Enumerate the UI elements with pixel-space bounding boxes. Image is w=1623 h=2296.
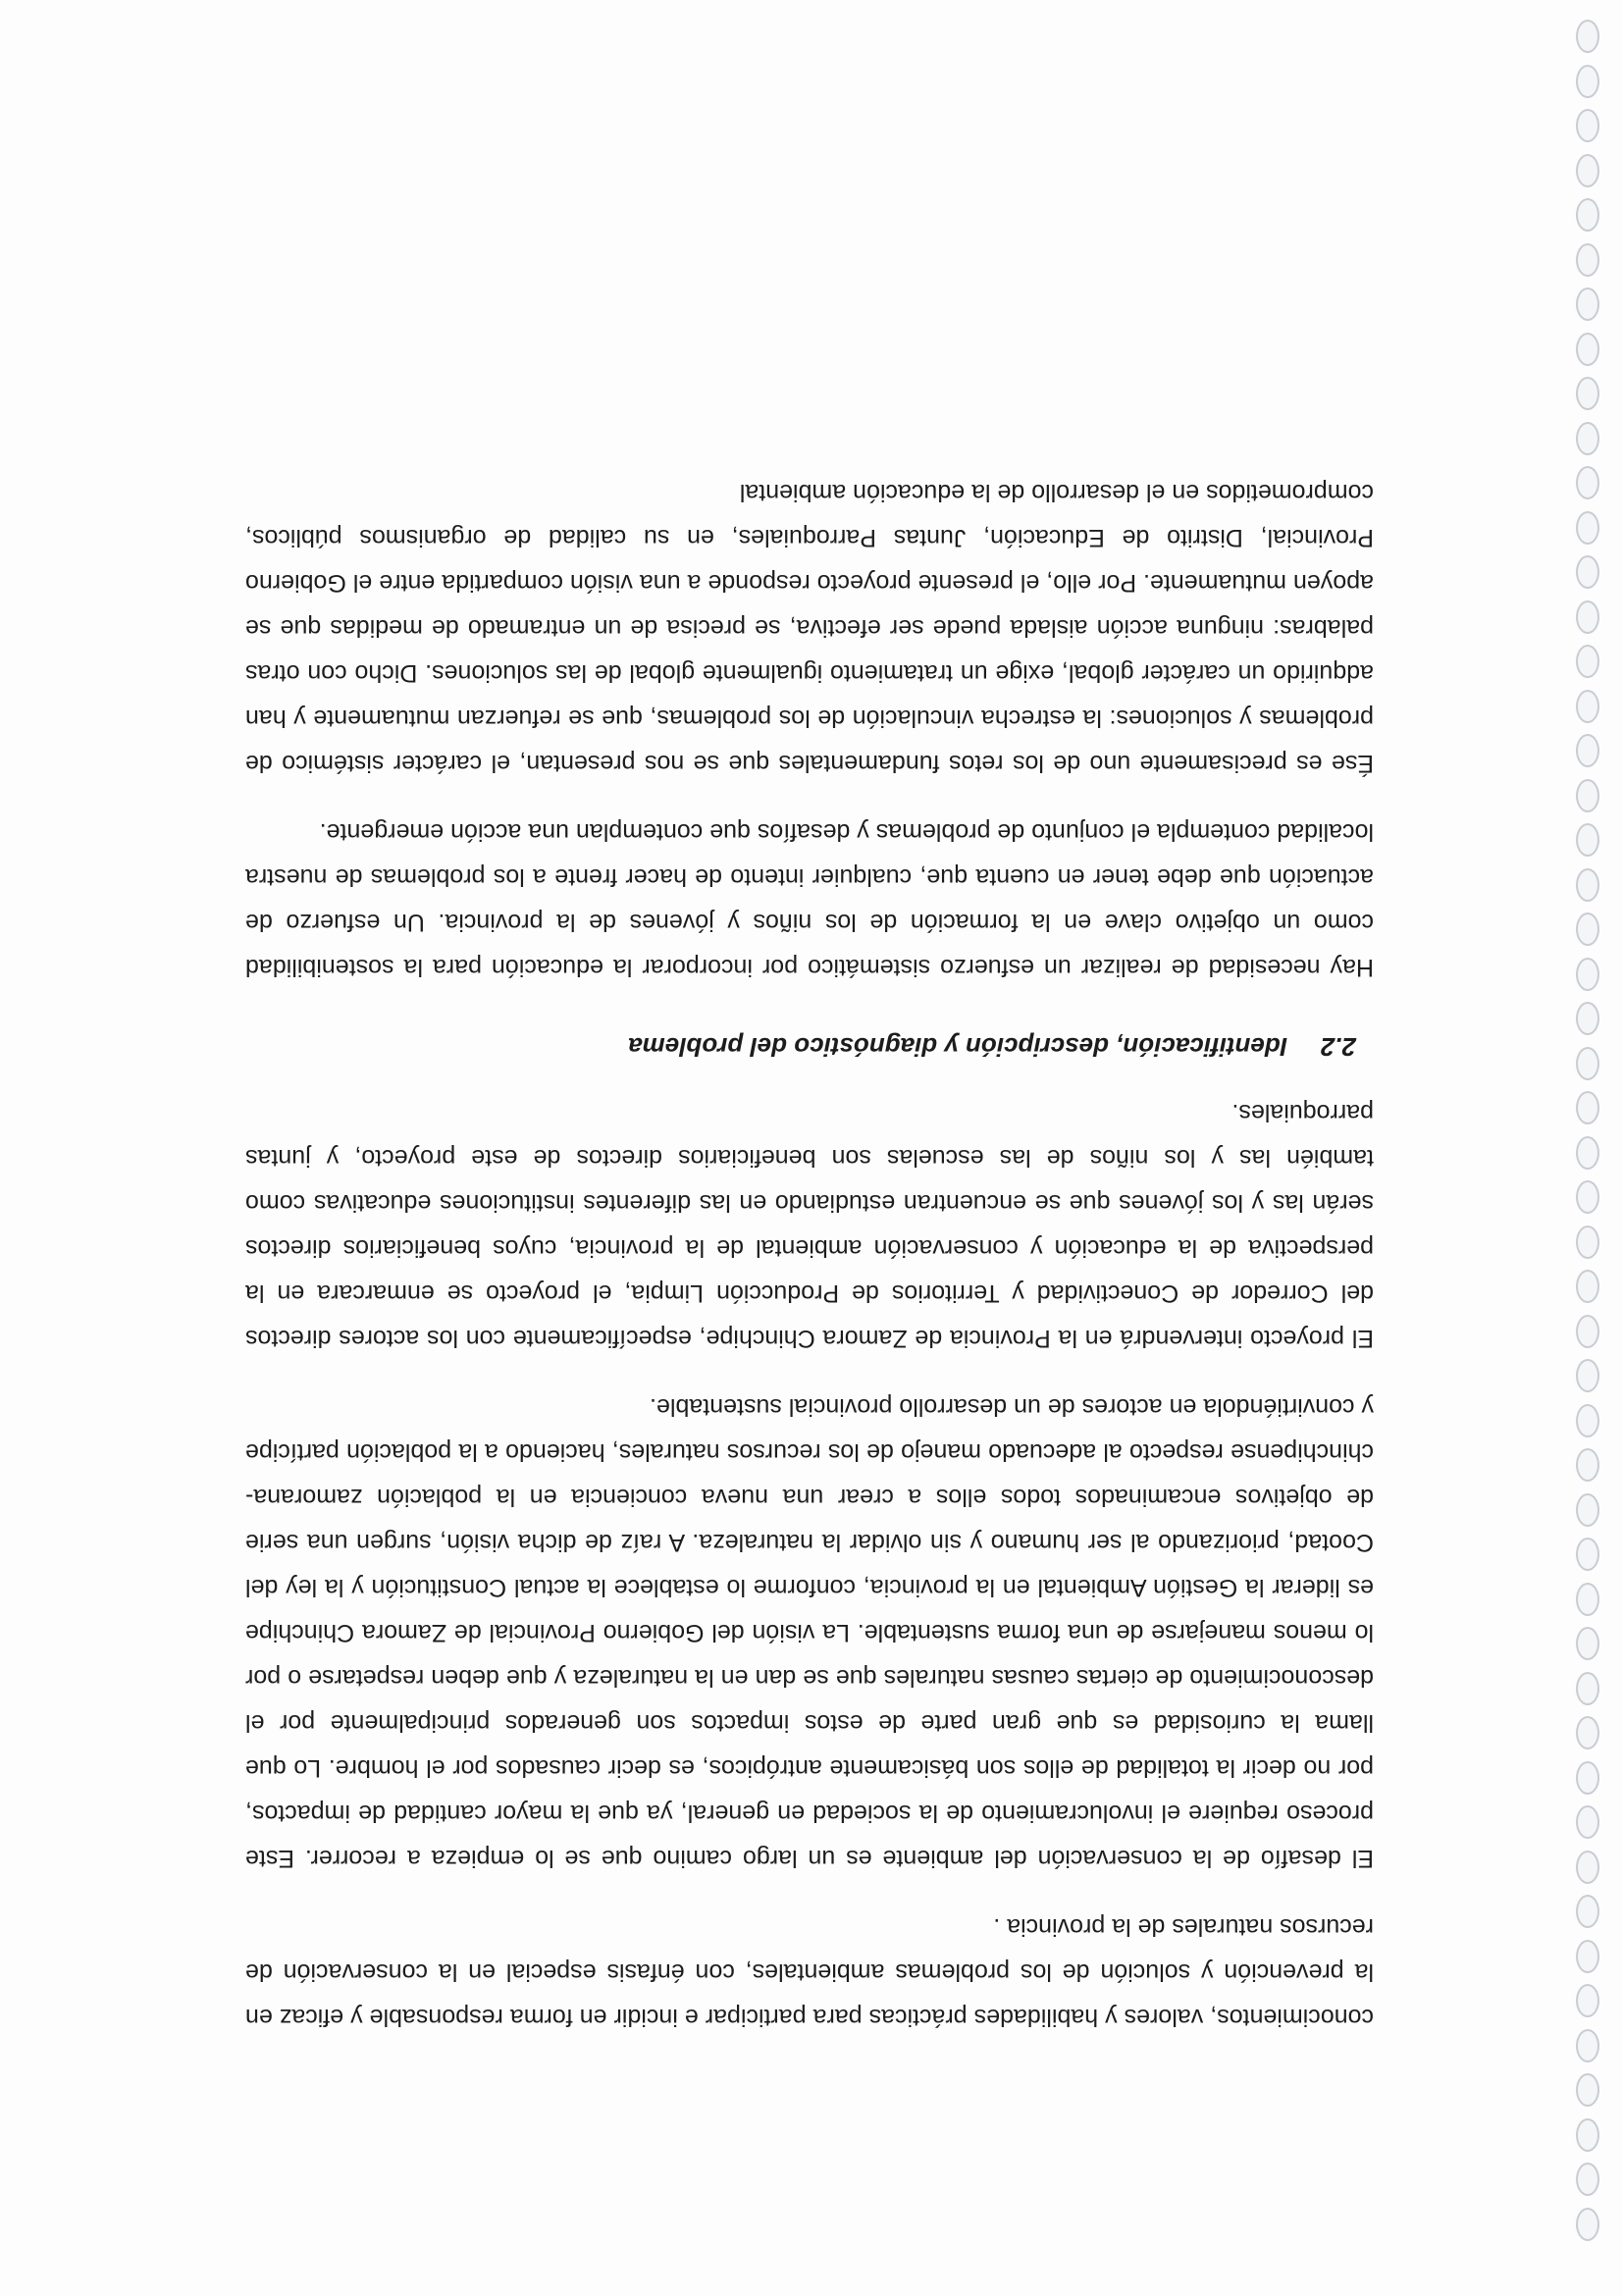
- binding-hole: [1576, 1136, 1599, 1170]
- binding-hole: [1576, 1493, 1599, 1527]
- document-body: [245, 446, 1374, 2040]
- binding-hole: [1576, 1805, 1599, 1839]
- binding-hole: [1576, 1180, 1599, 1214]
- binding-hole: [1576, 779, 1599, 812]
- binding-hole: [1576, 1091, 1599, 1124]
- binding-hole: [1576, 198, 1599, 232]
- binding-hole: [1576, 377, 1599, 410]
- binding-hole: [1576, 287, 1599, 321]
- binding-hole: [1576, 1404, 1599, 1437]
- binding-hole: [1576, 913, 1599, 946]
- binding-hole: [1576, 1270, 1599, 1303]
- binding-hole: [1576, 958, 1599, 991]
- binding-hole: [1576, 1895, 1599, 1928]
- binding-hole: [1576, 466, 1599, 499]
- binding-hole: [1576, 868, 1599, 902]
- paragraph: El desafío de la conservación del ambiente es un largo camino que se lo empieza a recorrer. Este proceso requiere el involucramiento de la sociedad en general, ya que la mayor cantidad de impactos, por no decir la totalidad de ellos son básicamente antrópicos, es decir causados por el hombre. Lo que llama la curiosidad es que gran parte de estos impactos son generados principalmente por el desconocimiento de ciertas causas naturales que se dan en la naturaleza y que deben respetarse o por lo menos manejarse de una forma sustentable. La visión del Gobierno Provincial de Zamora Chinchipe es liderar la Gestión Ambiental en la provincia, conforme lo establece la actual Constitución y la ley del Cootad, priorizando al ser humano y sin olvidar la naturaleza. A raíz de dicha visión, surgen una serie de objetivos encaminados todos ellos a crear una nueva conciencia en la población zamorana-chinchipense respecto al adecuado manejo de los recursos naturales, haciendo a la población partícipe y convirtiéndola en actores de un desarrollo provincial sustentable.: [245, 1393, 1374, 1872]
- binding-hole: [1576, 1047, 1599, 1080]
- binding-hole: [1576, 645, 1599, 678]
- binding-hole: [1576, 823, 1599, 857]
- binding-hole: [1576, 1002, 1599, 1035]
- binding-hole: [1576, 20, 1599, 53]
- paragraph: Ése es precisamente uno de los retos fundamentales que se nos presentan, el carácter sistémico de problemas y soluciones: la estrecha vinculación de los problemas, que se refuerzan mutuamente y han adquirido un carácter global, exige un tratamiento igualmente global de las soluciones. Dicho con otras palabras: ninguna acción aislada puede ser efectiva, se precisa de un entramado de medidas que se apoyen mutuamente. Por ello, el presente proyecto responde a una visión compartida entre el Gobierno Provincial, Distrito de Educación, Juntas Parroquiales, en su calidad de organismos públicos, comprometidos en el desarrollo de la educación ambiental: [245, 479, 1374, 777]
- binding-hole: [1576, 109, 1599, 142]
- binding-hole: [1576, 2118, 1599, 2152]
- binding-hole: [1576, 511, 1599, 545]
- binding-hole: [1576, 1315, 1599, 1348]
- binding-hole: [1576, 1583, 1599, 1616]
- binding-hole: [1576, 1851, 1599, 1884]
- binding-holes: [1566, 20, 1605, 2276]
- binding-hole: [1576, 65, 1599, 98]
- binding-hole: [1576, 1359, 1599, 1392]
- binding-hole: [1576, 2073, 1599, 2107]
- binding-hole: [1576, 243, 1599, 277]
- binding-hole: [1576, 1984, 1599, 2017]
- paragraph: El proyecto intervendrá en la Provincia de Zamora Chinchipe, específicamente con los actores directos del Corredor de Conectividad y Territorios de Producción Limpia, el proyecto se enmarcara en la perspectiva de la educación y conservación ambiental de la provincia, cuyos beneficiarios directos serán las y los jóvenes que se encuentran estudiando en las diferentes instituciones educativas como también las y los niños de las escuelas son beneficiarios directos de este proyecto, y juntas parroquiales.: [245, 1099, 1374, 1352]
- binding-hole: [1576, 1761, 1599, 1795]
- binding-hole: [1576, 154, 1599, 187]
- binding-hole: [1576, 1672, 1599, 1705]
- binding-hole: [1576, 555, 1599, 589]
- binding-hole: [1576, 1716, 1599, 1749]
- binding-hole: [1576, 1627, 1599, 1660]
- section-title: Identificación, descripción y diagnóstico del problema: [628, 1032, 1287, 1062]
- binding-hole: [1576, 2163, 1599, 2196]
- paragraph: Hay necesidad de realizar un esfuerzo sistemático por incorporar la educación para la sostenibilidad como un objetivo clave en la formación de los niños y jóvenes de la provincia. Un esfuerzo de actuación que debe tener en cuenta que, cualquier intento de hacer frente a los problemas de nuestra localidad contempla el conjunto de problemas y desafíos que contemplan una acción emergente.: [245, 818, 1374, 981]
- binding-hole: [1576, 734, 1599, 767]
- binding-hole: [1576, 2029, 1599, 2062]
- binding-hole: [1576, 333, 1599, 366]
- binding-hole: [1576, 690, 1599, 723]
- binding-hole: [1576, 1940, 1599, 1973]
- binding-hole: [1576, 1448, 1599, 1482]
- binding-hole: [1576, 422, 1599, 455]
- section-number: 2.2: [1320, 1032, 1356, 1062]
- section-heading: [245, 1027, 1356, 1067]
- binding-hole: [1576, 600, 1599, 634]
- paragraph: conocimientos, valores y habilidades prácticas para participar e incidir en forma responsable y eficaz en la prevención y solución de los problemas ambientales, con énfasis especial en la conservación de recursos naturales de la provincia .: [245, 1913, 1374, 2031]
- binding-hole: [1576, 1226, 1599, 1259]
- binding-hole: [1576, 2208, 1599, 2241]
- binding-hole: [1576, 1538, 1599, 1571]
